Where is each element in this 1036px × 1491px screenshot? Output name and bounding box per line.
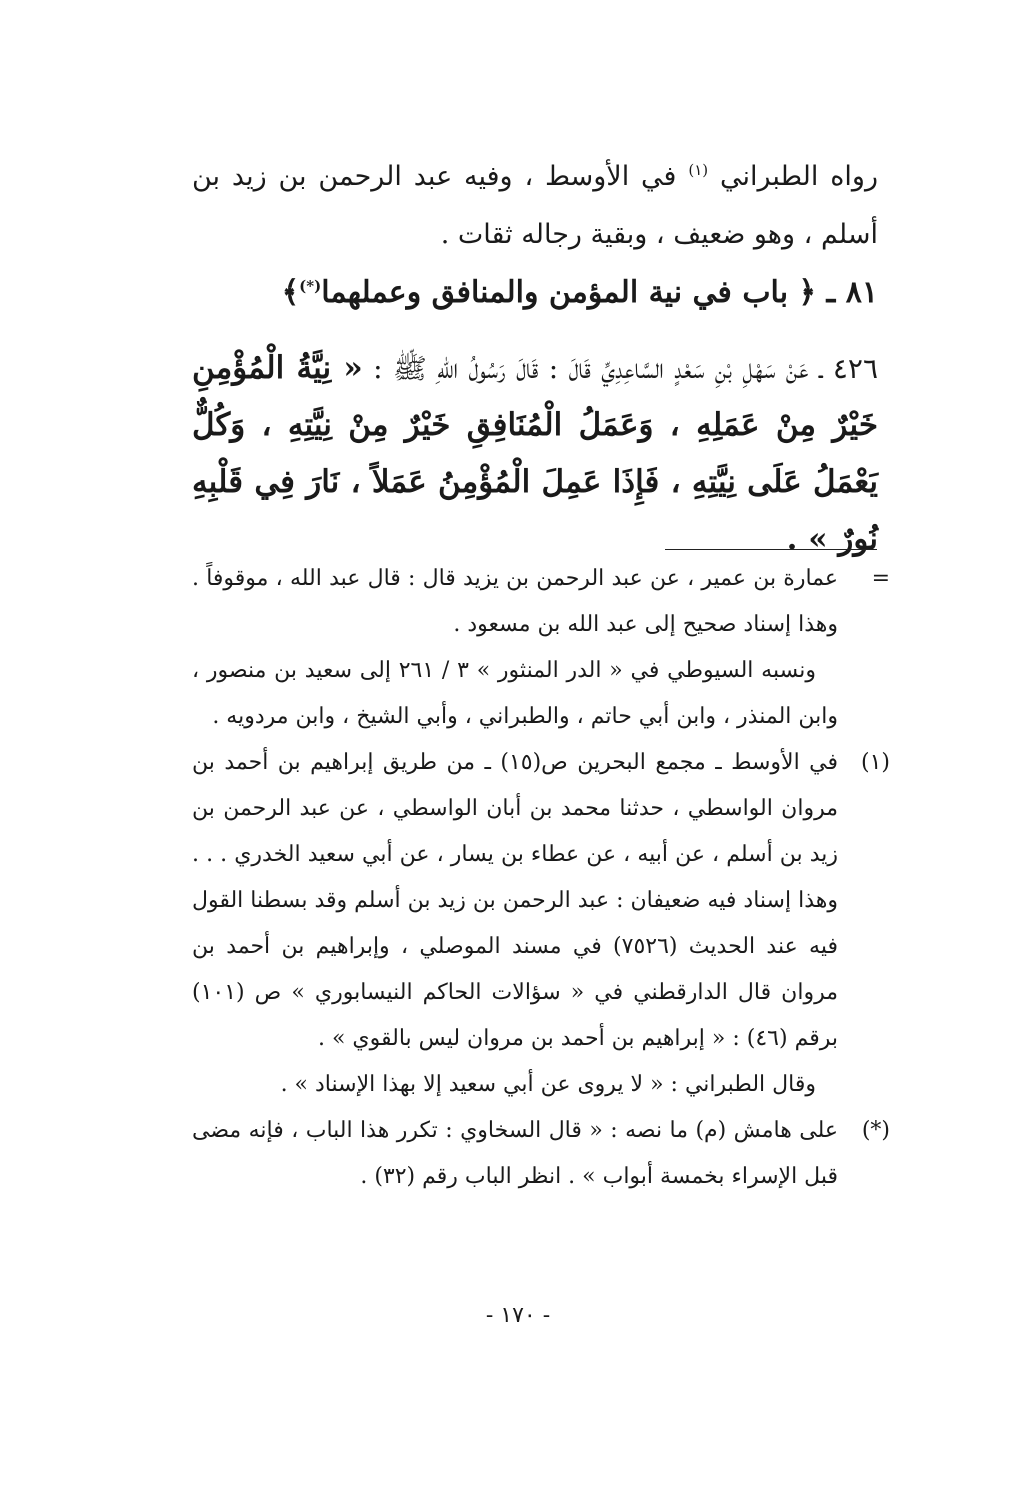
chapter-close-bracket: ﴾ [281,275,300,310]
footnote-ref-1: (١) [688,161,709,179]
footnote-tabarani [192,1062,878,1108]
footnote-star-marker: (*) [861,1118,890,1143]
page-number: - ١٧٠ - [485,1303,551,1328]
footnote-suyuti [192,648,878,740]
chapter-heading [178,268,878,318]
footnote-1-marker: (١) [860,750,890,775]
hadith-chain: عَنْ سَهْلِ بْنِ سَعْدٍ السَّاعِدِيِّ قَالَ : قَالَ رَسُولُ اللهِ ﷺ : [373,352,809,385]
chapter-footnote-ref: (*) [299,277,322,295]
footnote-star-text: على هامش (م) ما نصه : « قال السخاوي : تكرر هذا الباب ، فإنه مضى قبل الإسراء بخمسة أبواب » . انظر الباب رقم (٣٢) . [192,1118,838,1189]
footnote-continuation [192,556,890,648]
footnote-separator [665,549,877,550]
hadith-426 [192,340,878,568]
footnote-1-text: في الأوسط ـ مجمع البحرين ص(١٥) ـ من طريق إبراهيم بن أحمد بن مروان الواسطي ، حدثنا محمد بن أبان الواسطي ، عن عبد الرحمن بن زيد بن أسلم ، عن أبيه ، عن عطاء بن يسار ، عن أبي سعيد الخدري . . . وهذا إسناد فيه ضعيفان : عبد الرحمن بن زيد بن أسلم وقد بسطنا القول فيه عند الحديث (٧٥٢٦) في مسند الموصلي ، وإبراهيم بن أحمد بن مروان قال الدارقطني في « سؤالات الحاكم النيسابوري » ص (١٠١) برقم (٤٦) : « إبراهيم بن أحمد بن مروان ليس بالقوي » . [192,750,838,1051]
intro-text-after-ref: في الأوسط ، وفيه عبد الرحمن بن زيد بن أسلم ، وهو ضعيف ، وبقية رجاله ثقات . [192,161,878,250]
footnote-star [192,1108,890,1200]
chapter-number: ٨١ ـ [826,275,878,310]
continuation-marker: = [871,566,890,591]
tabarani-text: وقال الطبراني : « لا يروى عن أبي سعيد إلا بهذا الإسناد » . [280,1072,816,1097]
footnotes-section [192,556,890,1200]
intro-text-before-ref: رواه الطبراني [719,161,878,192]
intro-paragraph [192,148,878,264]
continuation-text: عمارة بن عمير ، عن عبد الرحمن بن يزيد قال : قال عبد الله ، موقوفاً . وهذا إسناد صحيح إلى عبد الله بن مسعود . [192,566,838,637]
footnote-1 [192,740,890,1062]
hadith-text: « نِيَّةُ الْمُؤْمِنِ خَيْرٌ مِنْ عَمَلِهِ ، وَعَمَلُ الْمُنَافِقِ خَيْرٌ مِنْ نِيَّتِهِ ، وَكُلٌّ يَعْمَلُ عَلَى نِيَّتِهِ ، فَإِذَا عَمِلَ الْمُؤْمِنُ عَمَلاً ، نَارَ فِي قَلْبِهِ نُورٌ » . [192,350,878,557]
chapter-title: ﴿ باب في نية المؤمن والمنافق وعملهما [321,275,817,310]
suyuti-text: ونسبه السيوطي في « الدر المنثور » ٣ / ٢٦١ إلى سعيد بن منصور ، وابن المنذر ، وابن أبي حاتم ، والطبراني ، وأبي الشيخ ، وابن مردويه . [192,658,838,729]
hadith-number: ٤٢٦ ـ [818,352,878,385]
